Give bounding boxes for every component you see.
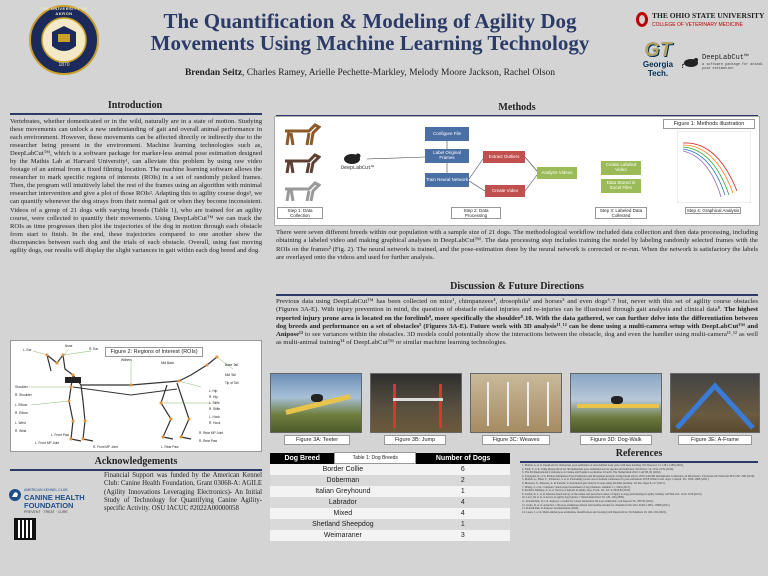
introduction-heading: Introduction bbox=[107, 100, 163, 111]
step3-label: Step 3: Labeled Data Collected bbox=[595, 207, 647, 219]
roi-label: L. Front MP Joint bbox=[35, 441, 60, 445]
poster-title bbox=[110, 10, 630, 54]
table-cell-count: 4 bbox=[416, 508, 510, 519]
photo-weaves bbox=[470, 373, 562, 433]
table-cell-breed: Weimaraner bbox=[270, 530, 416, 541]
lead-author: Brendan Seitz bbox=[184, 68, 243, 78]
step2-label: Step 2: Data Processing bbox=[451, 207, 501, 219]
roi-label: R. Shoulder bbox=[15, 393, 32, 397]
fig3e-caption: Figure 3E: A-Frame bbox=[678, 435, 752, 445]
step4-label: Step 4: Graphical Analysis bbox=[686, 208, 740, 213]
roi-label: L. Rear Paw bbox=[161, 445, 179, 449]
flow-create-labeled: Create Labeled Video bbox=[601, 161, 641, 175]
roi-label: R. Front MP Joint bbox=[93, 445, 118, 449]
photo-jump bbox=[370, 373, 462, 433]
dlc-sub: a software package for animal pose estimation bbox=[702, 63, 763, 71]
flow-label: Label Original Frames bbox=[425, 149, 469, 163]
roi-label: L. Elbow bbox=[15, 403, 28, 407]
table-cell-breed: Shetland Sheepdog bbox=[270, 519, 416, 530]
acknowledgements-rule bbox=[10, 469, 262, 471]
table-row bbox=[270, 497, 510, 508]
flow-data-excel: Data Stored in Excel Files bbox=[601, 179, 641, 193]
table-cell-breed: Italian Greyhound bbox=[270, 486, 416, 497]
akron-logo-year: 1870 bbox=[58, 62, 70, 68]
roi-label: L. Hock bbox=[209, 415, 220, 419]
reference-item: 3. The 9th International Conference on Canine and Equine Locomotion, Utrecht, The Netherlands 2022. CAP 98, 84 (2022). bbox=[522, 471, 662, 475]
breed-table-grid bbox=[270, 452, 510, 541]
photo-dog-walk bbox=[570, 373, 662, 433]
qr-code-icon bbox=[14, 518, 36, 540]
gt-name2: Tech. bbox=[647, 69, 669, 78]
akc-dog-icon bbox=[8, 488, 22, 502]
table-header-row bbox=[270, 453, 510, 464]
roi-label: R. Ear bbox=[89, 347, 99, 351]
fig3a-caption: Figure 3A: Teeter bbox=[284, 435, 350, 445]
discussion-p2: to see variances within the obstacles. 3D models could potentially show the interactions between the obstacle, dog and even the handler using multi-camera¹¹˒¹² as well as multi-animal training¹⁴ of DeepLabCut™ or similar machine learning technologies. bbox=[276, 331, 758, 347]
table-cell-count: 6 bbox=[416, 464, 510, 476]
reference-item: 6. Mousavi, S., Khazaee, A. & Karami, V. Automated gait analysis in dogs using machine learning. Vet Rec Open 8, e17 (2021). bbox=[522, 481, 666, 485]
roi-label: Tip of Tail bbox=[225, 381, 239, 385]
discussion-body bbox=[276, 298, 758, 348]
table-cell-count: 1 bbox=[416, 519, 510, 530]
introduction-body: Vertebrates, whether domesticated or in the wild, naturally are in a state of motion. Studying these movements can unlock a new understanding of gait and overall animal performance in each environment. However, these movements can be affected directly or indirectly due to the researcher being present in the environment. Machine learning technologies such as, DeepLabCut™, which is a software package for marker-less animal pose estimation designed by the Mathis Lab at Harvard University¹, can alleviate this problem by using raw video footage of an animal from a fixed filming location. The machine learning software allows the researcher to mark specific regions of interests (ROIs) in a set of randomly picked frames. Then, the program will intuitively label the rest of the frames using an algorithm with minimal researcher intervention and give a plot of those ROIs². Adapting this to agility course dogs³, we can quantify whenever the dog strays from their normal gait or when they become inconsistent. Videos of a group of 21 dogs with varying breeds (Table 1), who are trained for an agility course, were collected to quantify their movements. Using DeepLabCut™ we can track the ROIs as time progresses then plot the trajectories of the dog in motion through each obstacle from start to finish. In the end, these trajectories compared to one another show the discrepancies between each dog and the trials of each obstacle. Overall, using fast moving agility dogs, our results will display the slight variances in gait within each dog breed and dog. bbox=[10, 118, 262, 254]
methods-dlc-label: DeepLabCut™ bbox=[341, 165, 375, 171]
discussion-heading: Discussion & Future Directions bbox=[450, 281, 584, 292]
roi-label: R. Wrist bbox=[15, 429, 27, 433]
akc-org-line3: FOUNDATION bbox=[24, 501, 74, 510]
goat-icon bbox=[281, 177, 321, 203]
methods-heading: Methods bbox=[498, 102, 536, 113]
fig3b-caption: Figure 3B: Jump bbox=[384, 435, 446, 445]
flow-configure: Configure File bbox=[425, 127, 469, 141]
table-row bbox=[270, 464, 510, 476]
step1-label: Step 1: Data Collection bbox=[277, 207, 323, 219]
reference-item: 5. Mathis, A., Biasi, T., Schneider, S. et al. Pretraining boosts out-of-domain robustness for pose estimation. IEEE Winter Conf. Appl. Comput. Vis. 1859–1868 (2021). bbox=[522, 478, 710, 482]
acknowledgements-heading: Acknowledgements bbox=[94, 456, 178, 467]
georgia-tech-logo bbox=[638, 40, 678, 86]
table-row bbox=[270, 508, 510, 519]
references-list bbox=[522, 464, 758, 570]
references-heading: References bbox=[615, 448, 663, 459]
osu-block-o-icon bbox=[636, 12, 648, 27]
akc-chf-logo bbox=[8, 484, 98, 544]
trajectory-plot-icon bbox=[677, 131, 751, 203]
table-header: Number of Dogs bbox=[416, 453, 510, 464]
akc-org-line4: PREVENT · TREAT · CURE bbox=[24, 510, 68, 514]
akron-logo-ring-text: THE UNIVERSITY OF AKRON bbox=[39, 6, 89, 16]
roi-label: L. Ear bbox=[23, 348, 32, 352]
dog-icon bbox=[281, 149, 321, 175]
table-cell-count: 1 bbox=[416, 486, 510, 497]
roi-label: Nose bbox=[65, 344, 73, 348]
reference-item: 1. Mathis, A. et al. DeepLabCut: markerless pose estimation of user-defined body parts with deep learning. Nat Neurosci 21, 1281–1289 (2018). bbox=[522, 464, 684, 467]
table-cell-count: 2 bbox=[416, 475, 510, 486]
gt-name: Georgia bbox=[642, 60, 674, 69]
table-row bbox=[270, 519, 510, 530]
acknowledgements-body: Financial Support was funded by the American Kennel Club: Canine Health Foundation, Grant 03068-A: AGILE (Agility Innovations Leveraging Electronics)- An Initial Study of Technology for Quantifying Canine Agility-specific Activity. OSU IACUC #2022A00000058 bbox=[104, 472, 262, 513]
references-rule bbox=[520, 461, 758, 463]
roi-caption: Figure 2: Regions of Interest (ROIs) bbox=[105, 347, 203, 357]
reference-item: 14. Lauer, J. et al. Multi-animal pose estimation, identification and tracking with DeepLabCut. Nat Methods 19, 496–504 (2022). bbox=[522, 510, 667, 514]
gt-monogram-icon: GT bbox=[644, 39, 672, 61]
flow-extract: Extract Outliers bbox=[483, 151, 525, 163]
akc-org-line1: AMERICAN KENNEL CLUB bbox=[24, 488, 68, 492]
roi-label: Mid Back bbox=[161, 361, 175, 365]
table-cell-count: 4 bbox=[416, 497, 510, 508]
fig3c-caption: Figure 3C: Weaves bbox=[482, 435, 550, 445]
akc-org-line2: CANINE HEALTH bbox=[24, 493, 85, 502]
dlc-name: DeepLabCut™ bbox=[702, 54, 749, 62]
poster-title-line2: Movements Using Machine Learning Technology bbox=[150, 31, 590, 56]
osu-college: COLLEGE OF VETERINARY MEDICINE bbox=[652, 22, 743, 28]
table-row bbox=[270, 475, 510, 486]
methods-body: There were seven different breeds within our population with a sample size of 21 dogs. The methodological workflow included data collection and then data processing, including obtaining a labeled video and making graphical analyses in DeepLabCut™. The data processing step includes training the model by labeling randomly selected frames with the ROIs on the frames² (Fig. 2). The neural network is trained, and the pose-estimation done by the neural network is corrected or re-run. When the network is satisfactory the labels are overlayed onto the videos and used for further analysis. bbox=[276, 229, 758, 261]
table-cell-count: 3 bbox=[416, 530, 510, 541]
introduction-rule bbox=[10, 113, 262, 115]
roi-label: R. Rear Paw bbox=[199, 439, 218, 443]
table-row bbox=[270, 486, 510, 497]
discussion-rule bbox=[276, 294, 758, 296]
dlc-mouse-icon bbox=[341, 151, 363, 165]
poster-title-line1: The Quantification & Modeling of Agility Dog bbox=[163, 9, 577, 33]
coauthors: , Charles Ramey, Arielle Pechette-Markley, Melody Moore Jackson, Rachel Olson bbox=[242, 68, 556, 78]
deeplabcut-logo bbox=[682, 52, 764, 76]
discussion-bold: The highest reported injury prone area is located on the forelimb⁹, more specifically the shoulder⁸˒10. With the data gathered, we can further delve into the differentiation between dog breeds and performance on a set of obstacles⁵ (Figures 3A-E). Future work with 3D analysis¹¹˒¹² can be done using a multi-camera setup with DeepLabCut™ and Anipose¹³ bbox=[276, 306, 758, 339]
flow-create: Create Video bbox=[485, 185, 525, 197]
flow-train: Train Neural Network bbox=[425, 173, 469, 187]
reference-item: 11. Karashchuk, P. et al. Anipose: a toolkit for robust markerless 3D pose estimation. Cell Reports 36, 109730 (2021). bbox=[522, 499, 654, 503]
fig3d-caption: Figure 3D: Dog-Walk bbox=[580, 435, 652, 445]
table-row bbox=[270, 530, 510, 541]
reference-item: 13. Karashchuk, P. Anipose documentation (2020). bbox=[522, 507, 579, 511]
table-cell-breed: Border Collie bbox=[270, 464, 416, 476]
osu-logo bbox=[636, 10, 764, 32]
author-line bbox=[150, 68, 590, 78]
methods-figure bbox=[274, 116, 760, 226]
reference-item: 8. Pechette Markley, A. et al. Survey of injuries in agility dogs. Front. Vet. Sci. 9, 845036 (2022). bbox=[522, 489, 631, 493]
roi-label: L. Stifle bbox=[209, 401, 220, 405]
reference-item: 10. Levy, M. et al. A survey of agility dog injuries. J Small Anim Pract 50, 120–126 (2009). bbox=[522, 496, 625, 500]
horse-icon bbox=[281, 121, 321, 147]
breed-table bbox=[270, 452, 510, 541]
roi-label: R. Stifle bbox=[209, 407, 221, 411]
reference-item: 9. Cullen, K. L. et al. Internet-based survey of the nature and perceived causes of injury to dogs participating in agility training. JAVMA 243, 1010–1018 (2013). bbox=[522, 492, 703, 496]
roi-label: L. Wrist bbox=[15, 421, 26, 425]
reference-item: 12. Joska, D. et al. AcinoSet: a 3D pose estimation dataset and baseline models for cheetahs in the wild. ICRA 13901–13908 (2021). bbox=[522, 503, 671, 507]
reference-item: 4. Labuguen, R. et al. Primate Markerless Pose Estimation and Movement Analysis Using DeepLabCut. 2019 Joint 8th International Conference on Informatics, Electronics & Vision (ICIEV) 297–300 (2019). bbox=[522, 474, 755, 478]
flow-analyze: Analyze Videos bbox=[537, 167, 577, 179]
photo-a-frame bbox=[670, 373, 760, 433]
roi-label: Mid Tail bbox=[225, 373, 236, 377]
dog-skeleton-icon bbox=[11, 341, 263, 453]
roi-label: R. Hock bbox=[209, 421, 221, 425]
roi-label: L. Front Paw bbox=[51, 433, 70, 437]
photo-teeter bbox=[270, 373, 362, 433]
roi-label: Base Tail bbox=[225, 363, 238, 367]
mouse-icon bbox=[682, 56, 700, 68]
table-cell-breed: Labrador bbox=[270, 497, 416, 508]
fig1-caption: Figure 1: Methods illustration bbox=[663, 119, 755, 129]
table-caption: Table 1: Dog Breeds bbox=[335, 453, 416, 464]
roi-label: R. Elbow bbox=[15, 411, 28, 415]
table-cell-breed: Mixed bbox=[270, 508, 416, 519]
reference-item: 2. Nath, T. et al. Using DeepLabCut for 3D markerless pose estimation across species and behaviors. Nat Protoc 14, 2152–2176 (2019). bbox=[522, 467, 674, 471]
discussion-p1: Previous data using DeepLabCut™ has been collected on mice¹, chimpanzees⁴, drosophila¹ and horses⁵ and even dogs⁶˒7 but, never with this set of agility course obstacles (Figures 3A-E). With injury prevention in mind, the question of obstacle related injuries and re-injuries can be illustrated through gait analysis and clinical data⁸. bbox=[276, 298, 758, 314]
roi-label: Withers bbox=[121, 358, 132, 362]
table-header: Dog Breed bbox=[270, 453, 335, 464]
roi-figure bbox=[10, 340, 262, 452]
roi-label: R. Rear MP Joint bbox=[199, 431, 224, 435]
roi-label: R. Hip bbox=[209, 395, 218, 399]
table-cell-breed: Doberman bbox=[270, 475, 416, 486]
roi-label: L. Hip bbox=[209, 389, 218, 393]
reference-item: 7. Zhang, Z. et al. Computer vision-based assessment of dog lameness. Animals 11, 3204 (2021). bbox=[522, 485, 631, 489]
roi-label: Shoulder bbox=[15, 385, 28, 389]
osu-name: THE OHIO STATE UNIVERSITY bbox=[652, 11, 765, 20]
